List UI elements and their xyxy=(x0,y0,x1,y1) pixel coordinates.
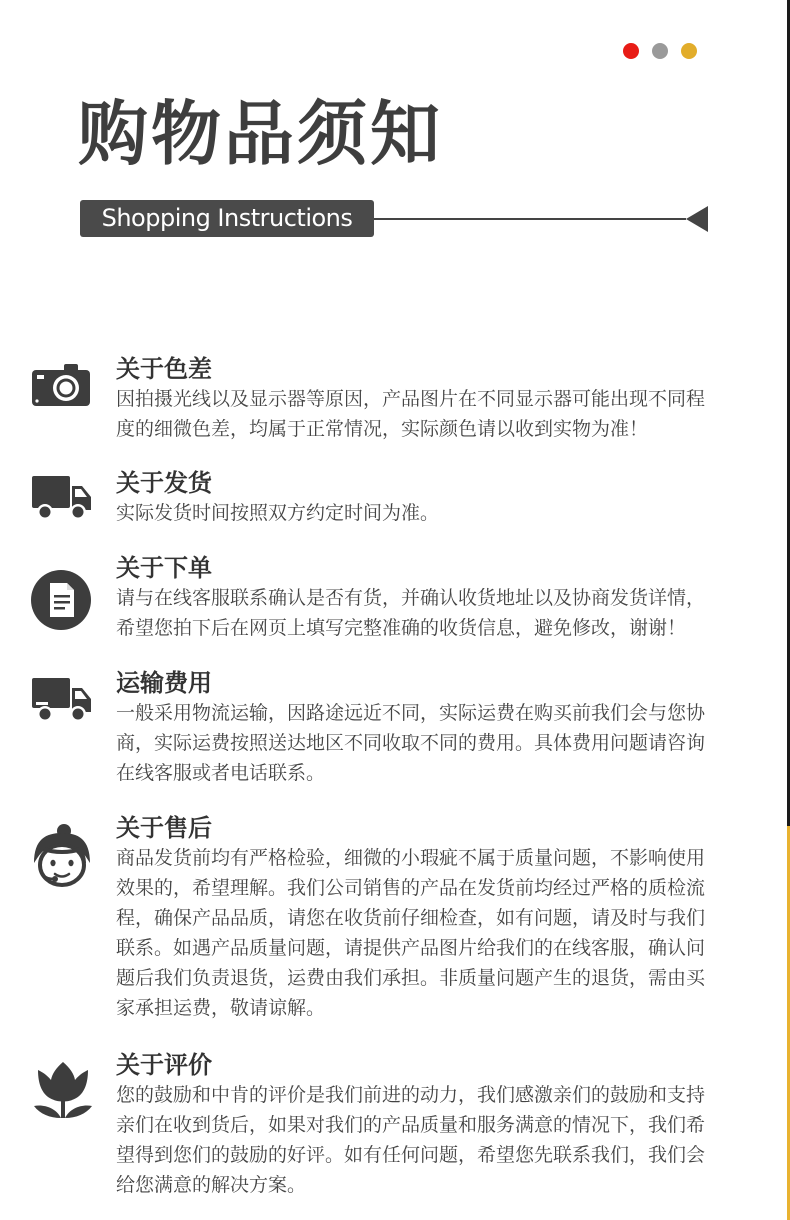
section-body xyxy=(116,384,756,444)
body-line: 实际发货时间按照双方约定时间为准。 xyxy=(116,502,440,524)
section-body xyxy=(116,698,756,788)
body-line: 给您满意的解决方案。 xyxy=(116,1174,307,1196)
order-document-icon xyxy=(30,569,92,631)
section-body xyxy=(116,583,756,643)
page-title: 购物品须知 xyxy=(78,93,443,175)
body-line: 您的鼓励和中肯的评价是我们前进的动力，我们感激亲们的鼓励和支持 xyxy=(116,1084,706,1106)
arrow-left-icon xyxy=(686,206,708,232)
section-heading: 关于评价 xyxy=(116,1051,212,1079)
section-heading: 关于售后 xyxy=(116,814,212,842)
section-heading: 关于色差 xyxy=(116,355,212,383)
section-body xyxy=(116,1080,756,1200)
body-line: 一般采用物流运输，因路途远近不同，实际运费在购买前我们会与您协 xyxy=(116,702,706,724)
subtitle-banner: Shopping Instructions xyxy=(80,200,374,237)
section-heading: 运输费用 xyxy=(116,669,212,697)
tulip-flower-icon xyxy=(30,1060,96,1122)
camera-icon xyxy=(30,362,92,408)
delivery-truck-icon xyxy=(30,472,94,522)
subtitle-divider xyxy=(374,218,686,220)
body-line: 题后我们负责退货，运费由我们承担。非质量问题产生的退货，需由买 xyxy=(116,967,706,989)
body-line: 望得到您们的鼓励的好评。如有任何问题，希望您先联系我们，我们会 xyxy=(116,1144,706,1166)
body-line: 家承担运费，敬请谅解。 xyxy=(116,997,326,1019)
shipping-truck-icon xyxy=(30,676,94,726)
body-line: 请与在线客服联系确认是否有货，并确认收货地址以及协商发货详情， xyxy=(116,587,706,609)
body-line: 希望您拍下后在网页上填写完整准确的收货信息，避免修改，谢谢！ xyxy=(116,617,687,639)
section-body xyxy=(116,498,756,528)
red-dot xyxy=(623,43,639,59)
customer-service-icon xyxy=(30,823,94,889)
body-line: 联系。如遇产品质量问题，请提供产品图片给我们的在线客服，确认问 xyxy=(116,937,706,959)
body-line: 商品发货前均有严格检验，细微的小瑕疵不属于质量问题，不影响使用 xyxy=(116,847,706,869)
body-line: 在线客服或者电话联系。 xyxy=(116,762,326,784)
body-line: 因拍摄光线以及显示器等原因，产品图片在不同显示器可能出现不同程 xyxy=(116,388,706,410)
section-heading: 关于下单 xyxy=(116,554,212,582)
section-body xyxy=(116,843,756,1023)
yellow-dot xyxy=(681,43,697,59)
body-line: 商，实际运费按照送达地区不同收取不同的费用。具体费用问题请咨询 xyxy=(116,732,706,754)
body-line: 程，确保产品品质，请您在收货前仔细检查，如有问题，请及时与我们 xyxy=(116,907,706,929)
body-line: 效果的，希望理解。我们公司销售的产品在发货前均经过严格的质检流 xyxy=(116,877,706,899)
body-line: 亲们在收到货后，如果对我们的产品质量和服务满意的情况下，我们希 xyxy=(116,1114,706,1136)
gray-dot xyxy=(652,43,668,59)
body-line: 度的细微色差，均属于正常情况，实际颜色请以收到实物为准！ xyxy=(116,418,649,440)
section-heading: 关于发货 xyxy=(116,469,212,497)
